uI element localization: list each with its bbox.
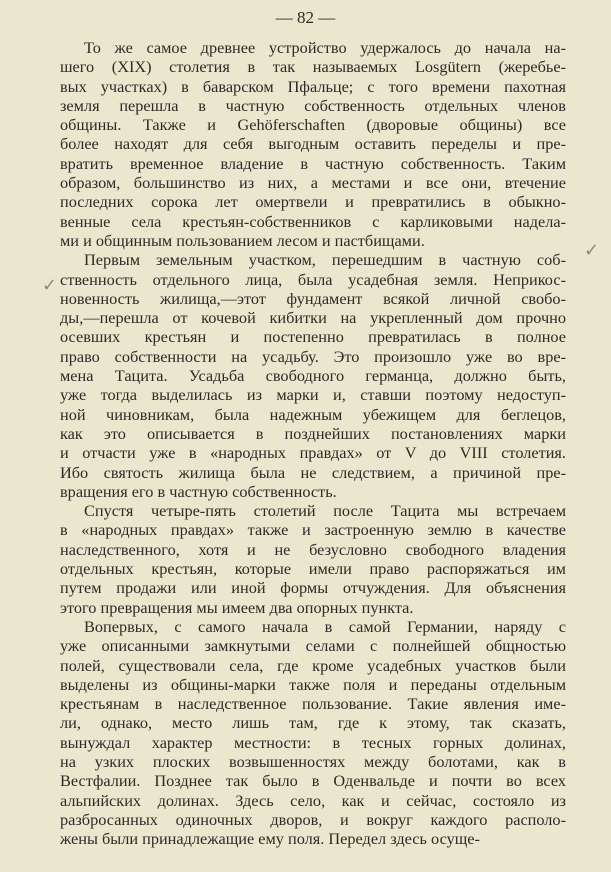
text-line: То же самое древнее устройство удержалось до начала на- xyxy=(84,38,566,57)
paragraph xyxy=(60,617,566,849)
paragraph xyxy=(60,38,566,250)
text-line: вратить временное владение в частную собственность. Таким xyxy=(60,153,566,173)
text-line: мена Тацита. Усадьба свободного германца, должно быть, xyxy=(60,366,566,386)
text-line: разбросанных одиночных дворов, и вокруг каждого располо- xyxy=(60,809,566,829)
text-line: Вопервых, с самого начала в самой Германии, наряду с xyxy=(84,616,566,636)
text-line: шего (XIX) столетия в так называемых Losgütern (жеребье- xyxy=(60,57,566,77)
text-line: выделены из общины-марки также поля и переданы отдельным xyxy=(60,674,566,694)
text-line: ли, однако, место лишь там, где к этому, так сказать, xyxy=(60,713,566,733)
paragraph xyxy=(60,501,566,617)
text-line: венные села крестьян-собственников с карликовыми надела- xyxy=(60,211,566,231)
text-line: новенность жилища,—этот фундамент всякой личной свобо- xyxy=(60,288,566,308)
text-line: путем продажи или иной формы отчуждения. Для объяснения xyxy=(60,578,566,598)
text-line: право собственности на усадьбу. Это произошло уже во вре- xyxy=(60,346,566,366)
text-line: как это описывается в позднейших постановлениях марки xyxy=(60,423,566,443)
text-line: отдельных крестьян, которые имели право распоряжаться им xyxy=(60,559,566,579)
text-line: уже тогда выделилась из марки и, ставши поэтому недоступ- xyxy=(60,385,566,405)
text-line: этого превращения мы имеем два опорных пункта. xyxy=(60,597,414,617)
pencil-check-mark-icon: ✓ xyxy=(42,275,58,296)
text-line: ми и общинным пользованием лесом и пастбищами. xyxy=(60,230,425,250)
text-line: земля перешла в частную собственность отдельных членов xyxy=(60,95,566,115)
text-line: ной чиновникам, была надежным убежищем для беглецов, xyxy=(60,404,566,424)
text-line: на узких плоских возвышенностях между болотами, как в xyxy=(60,751,566,771)
text-line: Первым земельным участком, перешедшим в частную соб- xyxy=(84,250,566,270)
text-line: общины. Также и Gehöferschaften (дворовые общины) все xyxy=(60,115,566,135)
text-line: более находят для себя выгодным оставить переделы и пре- xyxy=(60,134,566,154)
page-number: — 82 — xyxy=(275,8,336,27)
text-line: уже описанными замкнутыми селами с полнейшей общностью xyxy=(60,636,566,656)
text-line: вращения его в частную собственность. xyxy=(60,481,337,501)
text-line: вых участках) в баварском Пфальце; с того времени пахотная xyxy=(60,76,566,96)
text-line: в «народных правдах» также и застроенную землю в качестве xyxy=(60,520,566,540)
text-line: Спустя четыре-пять столетий после Тацита мы встречаем xyxy=(84,501,566,521)
text-line: образом, большинство из них, а местами и все они, втечение xyxy=(60,173,566,193)
body-text xyxy=(60,38,566,848)
paragraph xyxy=(60,250,566,501)
text-line: Вестфалии. Позднее так было в Оденвальде и почти во всех xyxy=(60,771,566,791)
pencil-check-mark-icon: ✓ xyxy=(584,240,600,261)
text-line: крестьянам в наследственное пользование. Такие явления име- xyxy=(60,694,566,714)
text-line: альпийских долинах. Здесь село, как и сейчас, состояло из xyxy=(60,790,566,810)
text-line: полей, существовали села, где кроме усадебных участков были xyxy=(60,655,566,675)
text-line: осевших крестьян и постепенно превратилась в полное xyxy=(60,327,566,347)
text-line: последних сорока лет омертвели и превратились в обыкно- xyxy=(60,192,566,212)
text-line: жены были принадлежащие ему поля. Передел здесь осуще- xyxy=(60,829,480,849)
text-line: и отчасти уже в «народных правдах» от V до VIII столетия. xyxy=(60,443,566,463)
text-line: ды,—перешла от кочевой кибитки на укрепленный дом прочно xyxy=(60,308,566,328)
text-line: наследственного, хотя и не безусловно свободного владения xyxy=(60,539,566,559)
text-line: вынуждал характер местности: в тесных горных долинах, xyxy=(60,732,566,752)
text-line: ственность отдельного лица, была усадебная земля. Неприкос- xyxy=(60,269,566,289)
text-line: Ибо святость жилища была не следствием, а причиной пре- xyxy=(60,462,566,482)
